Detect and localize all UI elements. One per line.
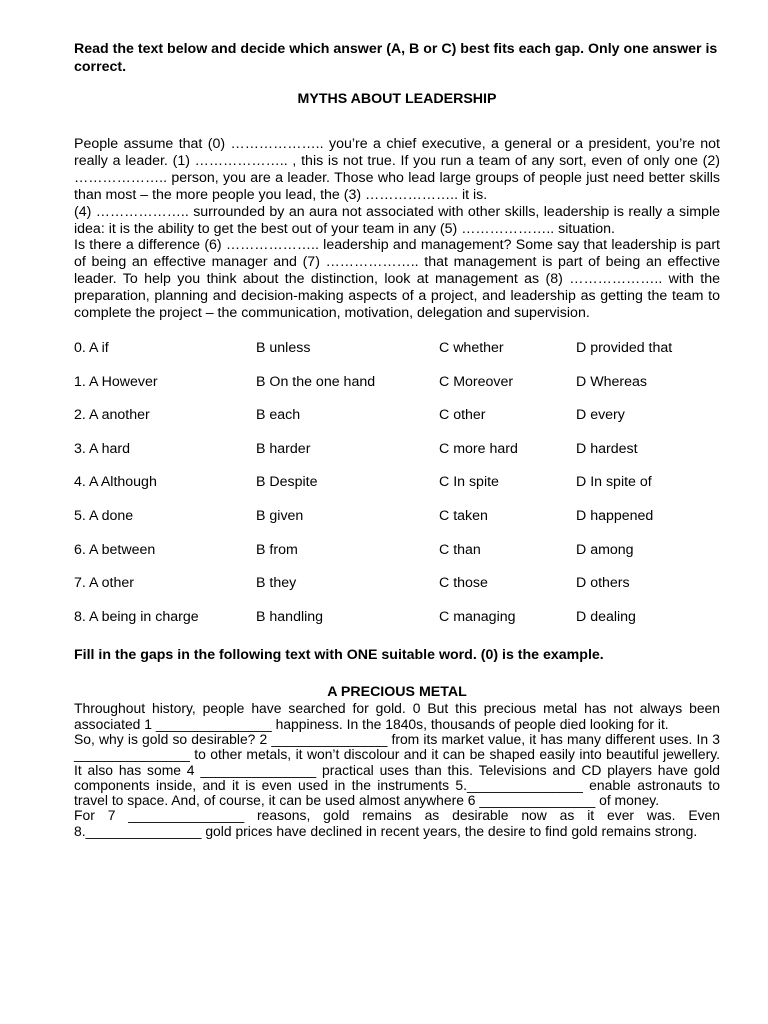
option-c: C In spite: [439, 474, 499, 491]
option-c: C whether: [439, 339, 504, 356]
options-row-3: [74, 440, 720, 474]
option-d: D among: [576, 541, 634, 558]
option-d: D In spite of: [576, 474, 652, 491]
option-a: 6. A between: [74, 541, 156, 558]
section2-instruction: Fill in the gaps in the following text with ONE suitable word. (0) is the example.: [74, 647, 604, 664]
options-row-0: [74, 339, 720, 373]
answer-options-table: [74, 339, 720, 641]
option-c: C Moreover: [439, 373, 514, 390]
option-d: D every: [576, 407, 625, 424]
option-b: B from: [256, 541, 298, 558]
option-d: D happened: [576, 507, 654, 524]
option-a: 1. A However: [74, 373, 158, 390]
option-c: C than: [439, 541, 481, 558]
option-c: C taken: [439, 507, 488, 524]
option-b: B they: [256, 575, 297, 592]
options-row-8: [74, 608, 720, 642]
option-b: B given: [256, 507, 304, 524]
option-a: 4. A Although: [74, 474, 157, 491]
section2-title: A PRECIOUS METAL: [327, 684, 467, 701]
section2-text: [74, 701, 720, 839]
options-row-4: [74, 473, 720, 507]
option-b: B Despite: [256, 474, 318, 491]
option-a: 0. A if: [74, 339, 109, 356]
option-b: B unless: [256, 339, 311, 356]
options-row-1: [74, 373, 720, 407]
option-b: B handling: [256, 608, 324, 625]
option-d: D hardest: [576, 440, 638, 457]
option-a: 2. A another: [74, 407, 150, 424]
option-a: 3. A hard: [74, 440, 131, 457]
section1-text: [74, 136, 720, 322]
options-row-6: [74, 541, 720, 575]
section2-paragraph-3: For 7 _______________ reasons, gold remains as desirable now as it ever was. Even 8._______________ gold prices have declined in recent years, the desire to find gold remains strong.: [74, 807, 720, 839]
option-a: 5. A done: [74, 507, 134, 524]
options-row-5: [74, 507, 720, 541]
option-c: C more hard: [439, 440, 518, 457]
option-b: B On the one hand: [256, 373, 376, 390]
option-b: B each: [256, 407, 301, 424]
option-c: C other: [439, 407, 486, 424]
option-d: D Whereas: [576, 373, 647, 390]
options-row-2: [74, 406, 720, 440]
section1-title: MYTHS ABOUT LEADERSHIP: [297, 91, 497, 107]
option-d: D others: [576, 575, 630, 592]
section1-paragraph-2: (4) ……………….. surrounded by an aura not associated with other skills, leadership is really a simple idea: it is the ability to get the best out of your team in any (5) ……………….. situation.: [74, 203, 720, 237]
options-row-7: [74, 574, 720, 608]
section2-paragraph-2: So, why is gold so desirable? 2 _______________ from its market value, it has many different uses. In 3 _______________ to other metals, it won’t discolour and it can be shaped easily into beautiful jewellery. It also has some 4 _______________ practical uses than this. Televisions and CD players have gold components inside, and it is even used in the instruments 5._______________ enable astronauts to travel to space. And, of course, it can be used almost anywhere 6 _______________ of money.: [74, 730, 720, 809]
option-d: D dealing: [576, 608, 636, 625]
option-a: 7. A other: [74, 575, 134, 592]
section2-paragraph-1: Throughout history, people have searched for gold. 0 But this precious metal has not always been associated 1 _______________ happiness. In the 1840s, thousands of people died looking for it.: [74, 700, 720, 732]
option-a: 8. A being in charge: [74, 608, 199, 625]
option-c: C managing: [439, 608, 516, 625]
section1-paragraph-3: Is there a difference (6) ……………….. leadership and management? Some say that leadership is part of being an effective manager and (7) ……………….. that management is part of being an effective leader. To help you think about the distinction, look at management as (8) ……………….. with the preparation, planning and decision-making aspects of a project, and leadership as getting the team to complete the project – the communication, motivation, delegation and supervision.: [74, 237, 720, 322]
option-d: D provided that: [576, 339, 673, 356]
section1-instruction: Read the text below and decide which answer (A, B or C) best fits each gap. Only one answer is correct.: [74, 41, 718, 75]
option-b: B harder: [256, 440, 311, 457]
option-c: C those: [439, 575, 488, 592]
section1-paragraph-1: People assume that (0) ……………….. you’re a chief executive, a general or a president, you’re not really a leader. (1) ……………….. , this is not true. If you run a team of any sort, even of only one (2) ……………….. person, you are a leader. Those who lead large groups of people just need better skills than most – the more people you lead, the (3) ……………….. it is.: [74, 136, 720, 203]
worksheet-page: [74, 40, 720, 839]
